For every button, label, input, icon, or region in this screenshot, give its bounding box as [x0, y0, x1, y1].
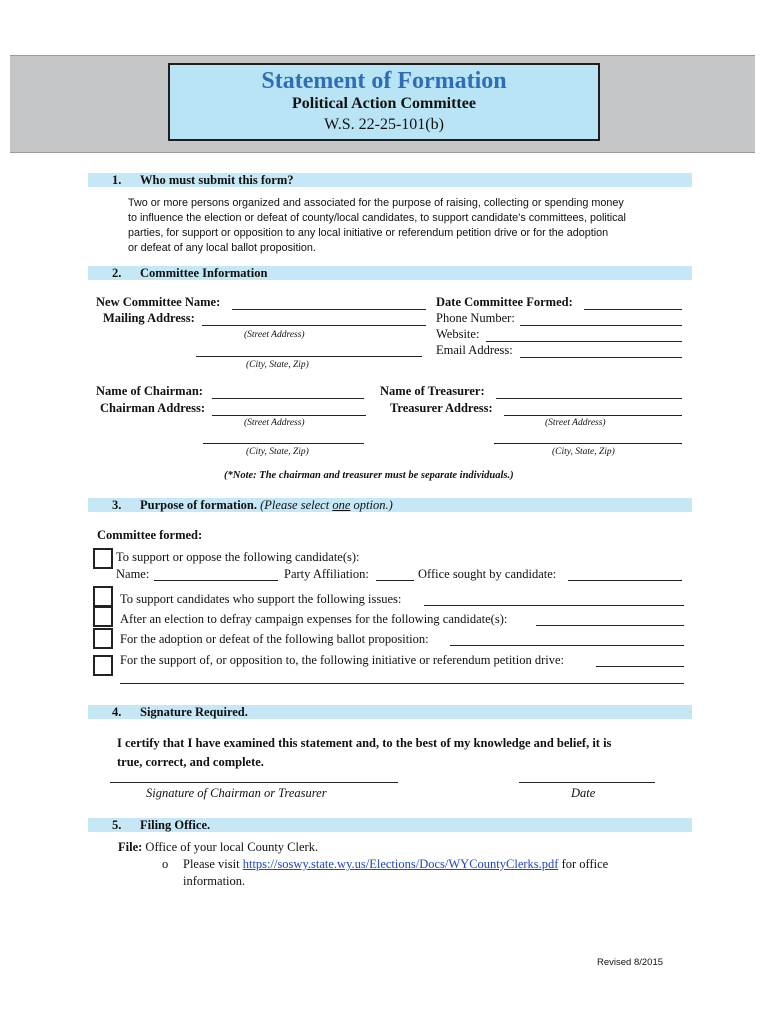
- section-number: 5.: [112, 818, 122, 832]
- county-clerks-link[interactable]: https://soswy.state.wy.us/Elections/Docs/WYCountyClerks.pdf: [242, 857, 559, 871]
- option-issues-field[interactable]: [424, 605, 684, 606]
- revision-date: Revised 8/2015: [597, 957, 664, 968]
- form-statute: W.S. 22-25-101(b): [324, 116, 444, 133]
- description-line: or defeat of any local ballot proposition.: [128, 242, 316, 254]
- separate-individuals-note: (*Note: The chairman and treasurer must be separate individuals.): [224, 470, 514, 481]
- bullet-icon: o: [162, 857, 169, 871]
- option-issues-checkbox[interactable]: [93, 586, 113, 607]
- option-defray-label: After an election to defray campaign expenses for the following candidate(s):: [120, 612, 508, 626]
- website-field[interactable]: [486, 341, 682, 342]
- section-title-text: Purpose of formation.: [140, 498, 257, 512]
- section-title: Signature Required.: [140, 705, 248, 719]
- signature-label: Signature of Chairman or Treasurer: [146, 786, 327, 800]
- section-number: 3.: [112, 498, 122, 512]
- party-affiliation-label: Party Affiliation:: [284, 567, 369, 581]
- candidate-name-label: Name:: [116, 567, 150, 581]
- section-5-header: [88, 818, 692, 832]
- treasurer-street-field[interactable]: [504, 415, 682, 416]
- date-field[interactable]: [519, 782, 655, 783]
- chairman-name-field[interactable]: [212, 398, 364, 399]
- mailing-city-field[interactable]: [196, 356, 422, 357]
- option-petition-extra-line[interactable]: [120, 683, 684, 684]
- date-formed-label: Date Committee Formed:: [436, 295, 573, 309]
- section-title: Who must submit this form?: [140, 173, 294, 187]
- street-address-caption: (Street Address): [244, 418, 305, 428]
- office-sought-label: Office sought by candidate:: [418, 567, 557, 581]
- committee-formed-label: Committee formed:: [97, 528, 203, 542]
- street-address-caption: (Street Address): [244, 330, 305, 340]
- option-petition-label: For the support of, or opposition to, the following initiative or referendum petition drive:: [120, 653, 565, 667]
- phone-label: Phone Number:: [436, 311, 515, 325]
- option-petition-checkbox[interactable]: [93, 655, 113, 676]
- chairman-street-field[interactable]: [212, 415, 366, 416]
- street-address-caption: (Street Address): [545, 418, 606, 428]
- candidate-name-field[interactable]: [154, 580, 278, 581]
- city-state-zip-caption: (City, State, Zip): [552, 447, 615, 457]
- option-ballot-field[interactable]: [450, 645, 684, 646]
- section-number: 1.: [112, 173, 122, 187]
- section-2-header: [88, 266, 692, 280]
- section-number: 2.: [112, 266, 122, 280]
- new-committee-name-field[interactable]: [232, 309, 426, 310]
- email-field[interactable]: [520, 357, 682, 358]
- section-3-header: [88, 498, 692, 512]
- option-ballot-label: For the adoption or defeat of the following ballot proposition:: [120, 632, 429, 646]
- mailing-address-label: Mailing Address:: [103, 311, 195, 325]
- phone-field[interactable]: [520, 325, 682, 326]
- section-title: Committee Information: [140, 266, 268, 280]
- city-state-zip-caption: (City, State, Zip): [246, 360, 309, 370]
- form-subtitle: Political Action Committee: [292, 95, 476, 112]
- section-title: Filing Office.: [140, 818, 211, 832]
- visit-line: Please visit https://soswy.state.wy.us/Elections/Docs/WYCountyClerks.pdf for office: [183, 857, 609, 871]
- visit-line-2: information.: [183, 874, 246, 888]
- description-line: Two or more persons organized and associated for the purpose of raising, collecting or spending money: [128, 197, 624, 209]
- section-1-description: [128, 196, 663, 256]
- certification-text: [117, 734, 657, 772]
- section-1-header: [88, 173, 692, 187]
- file-line: [118, 840, 318, 855]
- certification-line: true, correct, and complete.: [117, 755, 264, 769]
- website-label: Website:: [436, 327, 480, 341]
- office-sought-field[interactable]: [568, 580, 682, 581]
- option-petition-field[interactable]: [596, 666, 684, 667]
- city-state-zip-caption: (City, State, Zip): [246, 447, 309, 457]
- treasurer-city-field[interactable]: [494, 443, 682, 444]
- email-label: Email Address:: [436, 343, 513, 357]
- chairman-address-label: Chairman Address:: [100, 401, 205, 415]
- party-affiliation-field[interactable]: [376, 580, 414, 581]
- file-label: File:: [118, 840, 143, 854]
- form-title: Statement of Formation: [261, 68, 507, 94]
- mailing-street-field[interactable]: [202, 325, 426, 326]
- signature-field[interactable]: [110, 782, 398, 783]
- certification-line: I certify that I have examined this statement and, to the best of my knowledge and belief, it is: [117, 736, 612, 750]
- date-formed-field[interactable]: [584, 309, 682, 310]
- section-hint: (Please select one option.): [260, 498, 393, 512]
- option-defray-field[interactable]: [536, 625, 684, 626]
- file-text: Office of your local County Clerk.: [145, 840, 319, 854]
- treasurer-address-label: Treasurer Address:: [390, 401, 493, 415]
- chairman-name-label: Name of Chairman:: [96, 384, 203, 398]
- option-issues-label: To support candidates who support the following issues:: [120, 592, 402, 606]
- option-defray-checkbox[interactable]: [93, 606, 113, 627]
- chairman-city-field[interactable]: [203, 443, 364, 444]
- treasurer-name-label: Name of Treasurer:: [380, 384, 485, 398]
- section-4-header: [88, 705, 692, 719]
- treasurer-name-field[interactable]: [496, 398, 682, 399]
- description-line: parties, for support or opposition to any local initiative or referendum petition drive or for the adoption: [128, 227, 609, 239]
- date-label: Date: [571, 786, 596, 800]
- section-number: 4.: [112, 705, 122, 719]
- option-candidates-checkbox[interactable]: [93, 548, 113, 569]
- new-committee-name-label: New Committee Name:: [96, 295, 221, 309]
- form-header: [168, 63, 600, 141]
- description-line: to influence the election or defeat of county/local candidates, to support candidate’s committees, political: [128, 212, 626, 224]
- section-title: [140, 498, 393, 512]
- option-candidates-label: To support or oppose the following candidate(s):: [116, 550, 360, 564]
- option-ballot-checkbox[interactable]: [93, 628, 113, 649]
